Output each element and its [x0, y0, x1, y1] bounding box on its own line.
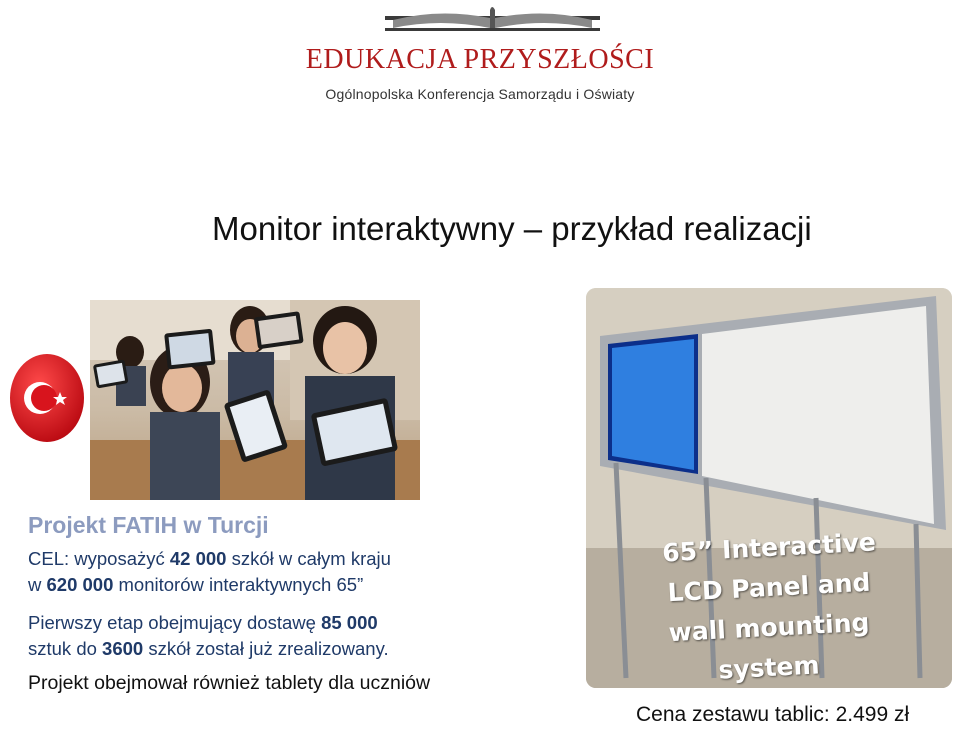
interactive-panel-photo	[586, 288, 952, 688]
stage-line-1	[28, 612, 378, 634]
schools-done-count: 3600	[102, 638, 144, 659]
goal-line-2	[28, 574, 363, 596]
overlay-line-4: system	[717, 650, 821, 685]
brand-title: EDUKACJA PRZYSZŁOŚCI	[305, 44, 655, 75]
goal-text-c: w	[28, 574, 47, 595]
turkish-flag-icon	[8, 352, 86, 444]
open-book-logo-icon	[385, 4, 600, 34]
project-heading: Projekt FATIH w Turcji	[28, 512, 269, 538]
overlay-line-1: 65” Interactive	[661, 527, 877, 568]
stage-text-a: Pierwszy etap obejmujący dostawę	[28, 612, 322, 633]
stage-line-2	[28, 638, 389, 660]
goal-text-b: szkół w całym kraju	[226, 548, 391, 569]
students-tablets-photo	[90, 300, 420, 500]
tablets-line: Projekt obejmował również tablety dla uczniów	[28, 672, 431, 694]
delivery-count: 85 000	[321, 612, 378, 633]
slide-title: Monitor interaktywny – przykład realizacji	[212, 210, 812, 247]
stage-text-c: szkół został już zrealizowany.	[143, 638, 389, 659]
schools-count: 42 000	[169, 548, 227, 569]
goal-line-1	[28, 548, 391, 570]
overlay-line-2: LCD Panel and	[666, 567, 872, 608]
overlay-line-3: wall mounting	[667, 607, 871, 648]
stage-text-b: sztuk do	[28, 638, 103, 659]
price-caption: Cena zestawu tablic: 2.499 zł	[636, 703, 910, 726]
goal-text-d: monitorów interaktywnych 65”	[113, 574, 364, 595]
monitors-count: 620 000	[46, 574, 114, 595]
brand-subtitle: Ogólnopolska Konferencja Samorządu i Oświaty	[325, 86, 635, 102]
goal-text-a: CEL: wyposażyć	[28, 548, 170, 569]
